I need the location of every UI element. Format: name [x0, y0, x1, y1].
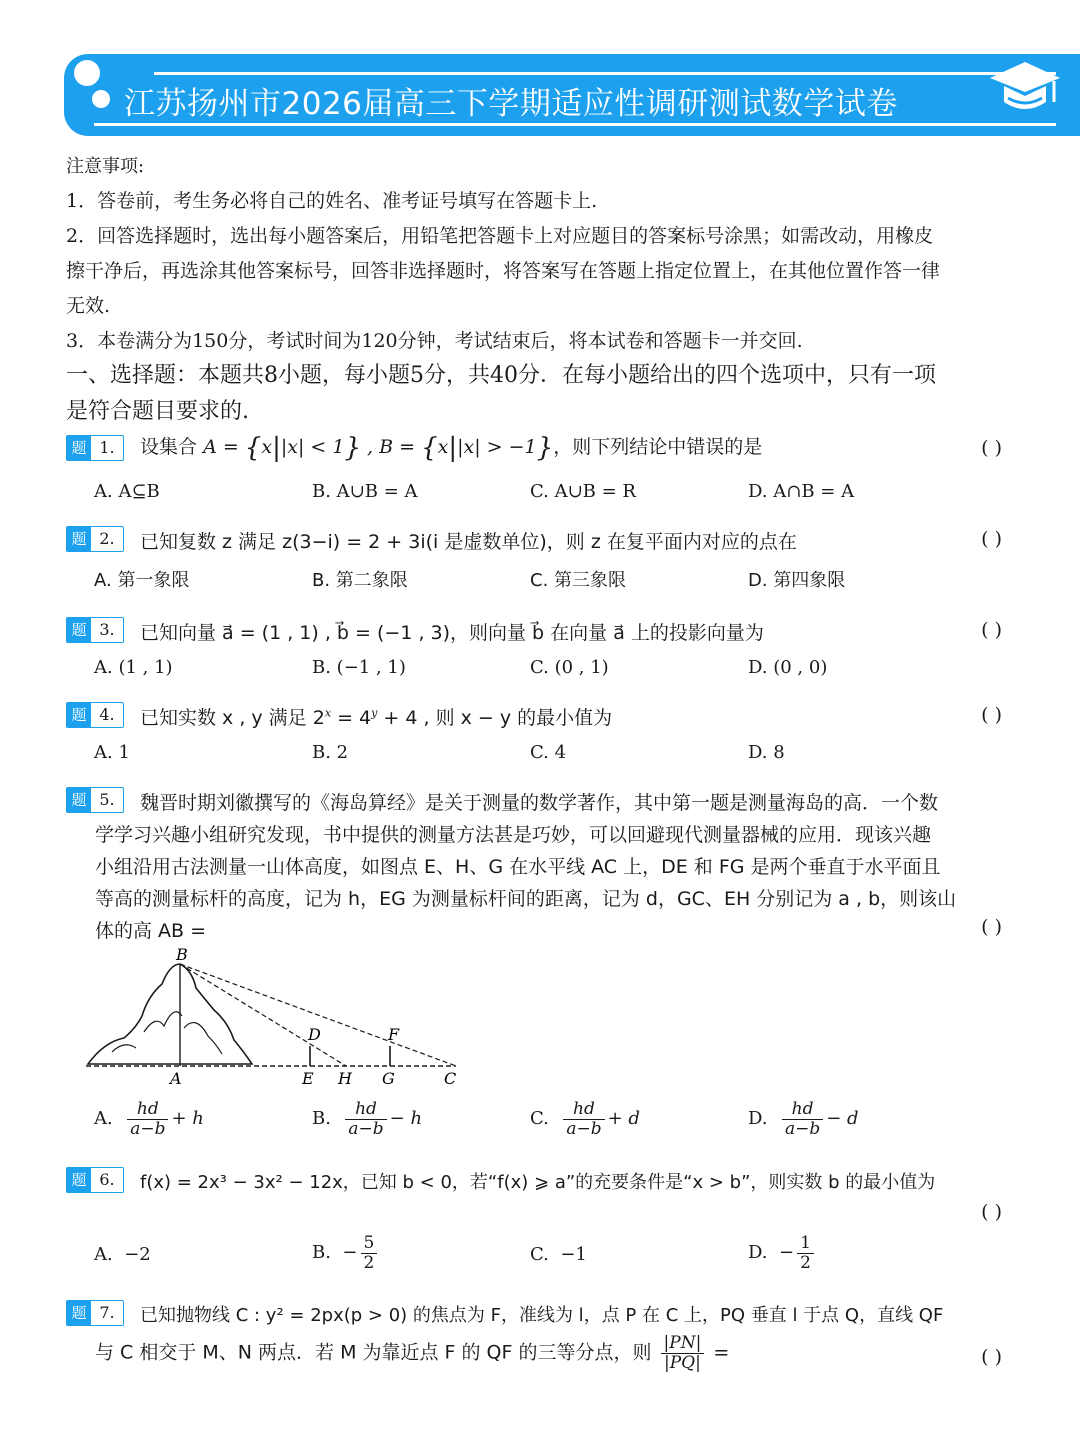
notice-heading: 注意事项: — [66, 156, 145, 177]
question-number: 5. — [99, 790, 115, 809]
option-1b: B. A∪B = A — [312, 481, 418, 502]
fraction-denominator: a−b — [566, 1118, 602, 1139]
fraction-numerator: 1 — [797, 1234, 814, 1254]
label-g: G — [382, 1069, 395, 1088]
fraction-denominator: 2 — [800, 1252, 811, 1273]
q4-part-c: + 4 , 则 x − y 的最小值为 — [377, 707, 613, 729]
option-fraction — [345, 1100, 386, 1138]
fraction-denominator: |PQ| — [664, 1352, 701, 1373]
question-5-line-1: 魏晋时期刘徽撰写的《海岛算经》是关于测量的数学著作，其中第一题是测量海岛的高．一个数 — [140, 792, 939, 814]
option-sign: − — [342, 1242, 358, 1264]
answer-paren-3: ( ) — [981, 619, 1002, 641]
section-heading: 一、选择题：本题共8小题，每小题5分，共40分．在每小题给出的四个选项中，只有一项 — [66, 363, 936, 388]
option-label: B. — [312, 1108, 331, 1130]
label-h: H — [338, 1069, 352, 1088]
option-fraction — [782, 1100, 823, 1138]
question-5-line-2: 学学习兴趣小组研究发现，书中提供的测量方法甚是巧妙，可以回避现代测量器械的应用．现该兴趣 — [95, 824, 932, 846]
fraction-denominator: 2 — [363, 1252, 375, 1273]
option-label: A. — [94, 1244, 113, 1265]
question-number: 1. — [99, 438, 115, 457]
fraction-denominator: a−b — [130, 1118, 166, 1139]
mountain-outline — [88, 964, 252, 1064]
question-1-stem — [140, 432, 762, 463]
question-5-line-3: 小组沿用古法测量一山体高度，如图点 E、H、G 在水平线 AC 上，DE 和 FG 是两个垂直于水平面且 — [95, 856, 941, 878]
label-a: A — [170, 1069, 182, 1088]
notice-item-3: 3．本卷满分为150分，考试时间为120分钟，考试结束后，将本试卷和答题卡一并交回. — [66, 330, 803, 352]
question-number: 7. — [99, 1303, 115, 1322]
question-tag-5 — [66, 787, 124, 813]
option-6a — [94, 1244, 151, 1265]
option-fraction — [127, 1100, 168, 1138]
q4-part-a: 已知实数 x , y 满足 2 — [140, 707, 325, 729]
section-heading-cont: 是符合题目要求的. — [66, 399, 249, 424]
fraction-numerator: hd — [782, 1100, 823, 1120]
question-6-stem: f(x) = 2x³ − 3x² − 12x，已知 b < 0，若“f(x) ⩾ a”的充要条件是“x > b”，则实数 b 的最小值为 — [140, 1172, 936, 1193]
tag-label: 题 — [67, 527, 91, 551]
question-tag-7 — [66, 1300, 124, 1326]
notice-item-1: 1．答卷前，考生务必将自己的姓名、准考证号填写在答题卡上. — [66, 190, 598, 212]
question-tag-6 — [66, 1167, 124, 1193]
question-number: 4. — [99, 705, 115, 724]
option-6d — [748, 1234, 817, 1272]
title-banner — [64, 54, 1080, 136]
question-7-line-1: 已知抛物线 C : y² = 2px(p > 0) 的焦点为 F，准线为 l，点 P 在 C 上，PQ 垂直 l 于点 Q，直线 QF — [140, 1305, 944, 1326]
question-tag-3 — [66, 617, 124, 643]
option-fraction — [361, 1234, 378, 1272]
answer-paren-6: ( ) — [981, 1201, 1002, 1223]
label-f: F — [388, 1025, 400, 1044]
mountain-figure — [84, 944, 474, 1090]
option-2b: B. 第二象限 — [312, 570, 408, 591]
option-5a — [94, 1100, 204, 1138]
option-5c — [530, 1100, 640, 1138]
answer-paren-7: ( ) — [981, 1346, 1002, 1368]
option-4a: A. 1 — [94, 742, 130, 763]
fraction-denominator: a−b — [348, 1118, 384, 1139]
option-tail: + d — [607, 1108, 640, 1130]
option-label: C. — [530, 1244, 549, 1265]
option-5d — [748, 1100, 859, 1138]
question-5-line-4: 等高的测量标杆的高度，记为 h，EG 为测量标杆间的距离，记为 d，GC、EH 分别记为 a , b，则该山 — [95, 888, 957, 910]
question-number: 3. — [99, 620, 115, 639]
notice-item-2-end: 无效. — [66, 295, 111, 317]
option-3a: A. (1 , 1) — [94, 657, 173, 678]
answer-paren-1: ( ) — [981, 437, 1002, 459]
option-3b: B. (−1 , 1) — [312, 657, 406, 678]
fraction-numerator: hd — [345, 1100, 386, 1120]
question-2-stem: 已知复数 z 满足 z(3−i) = 2 + 3i(i 是虚数单位)，则 z 在复平面内对应的点在 — [140, 531, 797, 553]
page-title: 江苏扬州市2026届高三下学期适应性调研测试数学试卷 — [124, 86, 898, 122]
option-2d: D. 第四象限 — [748, 570, 846, 591]
q4-part-b: = 4 — [331, 707, 372, 729]
fraction-numerator: 5 — [361, 1234, 378, 1254]
graduation-cap-icon — [988, 58, 1062, 118]
question-number: 2. — [99, 529, 115, 548]
label-d: D — [308, 1025, 321, 1044]
label-c: C — [444, 1069, 457, 1088]
banner-top-line — [154, 72, 1056, 75]
tag-label: 题 — [67, 618, 91, 642]
notice-item-2-cont: 擦干净后，再选涂其他答案标号，回答非选择题时，将答案写在答题上指定位置上，在其他位置作答一律 — [66, 260, 941, 282]
q1-prefix: 设集合 — [140, 436, 198, 458]
q1-suffix: ，则下列结论中错误的是 — [553, 436, 763, 458]
tag-label: 题 — [67, 703, 91, 727]
fraction-numerator: |PN| — [661, 1334, 705, 1354]
option-6c — [530, 1244, 587, 1265]
q7-fraction — [661, 1334, 705, 1372]
answer-paren-4: ( ) — [981, 704, 1002, 726]
option-label: B. — [312, 1242, 331, 1264]
option-1d: D. A∩B = A — [748, 481, 855, 502]
option-sign: − — [778, 1242, 795, 1264]
question-tag-4 — [66, 702, 124, 728]
label-b: B — [176, 945, 188, 964]
option-4b: B. 2 — [312, 742, 349, 763]
option-tail: − d — [826, 1108, 859, 1130]
banner-dot-small — [92, 90, 110, 108]
tag-label: 题 — [67, 788, 91, 812]
option-3c: C. (0 , 1) — [530, 657, 609, 678]
option-4c: C. 4 — [530, 742, 567, 763]
option-label: A. — [94, 1108, 113, 1130]
question-5-line-5: 体的高 AB = — [95, 920, 207, 942]
fraction-numerator: hd — [127, 1100, 168, 1120]
option-label: C. — [530, 1108, 549, 1130]
question-number: 6. — [99, 1170, 115, 1189]
option-fraction — [797, 1234, 814, 1272]
option-5b — [312, 1100, 422, 1138]
answer-paren-5: ( ) — [981, 916, 1002, 938]
tag-label: 题 — [67, 1301, 91, 1325]
question-tag-1 — [66, 435, 124, 461]
question-4-stem: 已知实数 x , y 满足 $2^x = 4^y + 4$ , 则 x − y 的最小值为 — [140, 706, 613, 729]
tag-label: 题 — [67, 1168, 91, 1192]
answer-paren-2: ( ) — [981, 528, 1002, 550]
option-4d: D. 8 — [748, 742, 785, 763]
option-tail: − h — [389, 1108, 423, 1130]
question-tag-2 — [66, 526, 124, 552]
banner-dot-large — [74, 60, 100, 86]
option-2c: C. 第三象限 — [530, 570, 627, 591]
banner-bottom-line — [94, 123, 1056, 126]
tag-label: 题 — [67, 436, 91, 460]
label-e: E — [302, 1069, 314, 1088]
option-1a: A. A⊆B — [94, 481, 160, 502]
option-value: −1 — [560, 1244, 587, 1265]
q7-line2-text: 与 C 相交于 M、N 两点．若 M 为靠近点 F 的 QF 的三等分点，则 — [95, 1341, 652, 1364]
q1-set-a: A = {x||x| < 1} , B = {x||x| > −1} — [203, 433, 554, 463]
option-value: −2 — [124, 1244, 151, 1265]
question-3-stem: 已知向量 a⃗ = (1 , 1) , b⃗ = (−1 , 3)，则向量 b⃗ 在向量 a⃗ 上的投影向量为 — [140, 622, 764, 644]
option-1c: C. A∪B = R — [530, 481, 636, 502]
option-tail: + h — [171, 1108, 204, 1130]
fraction-numerator: hd — [563, 1100, 604, 1120]
option-6b — [312, 1234, 380, 1272]
option-fraction — [563, 1100, 604, 1138]
option-label: D. — [748, 1242, 768, 1264]
option-3d: D. (0 , 0) — [748, 657, 828, 678]
option-2a: A. 第一象限 — [94, 570, 190, 591]
q7-equals: = — [713, 1341, 730, 1364]
notice-item-2: 2．回答选择题时，选出每小题答案后，用铅笔把答题卡上对应题目的答案标号涂黑；如需改动，用橡皮 — [66, 225, 934, 247]
question-7-line-2 — [95, 1334, 729, 1372]
option-label: D. — [748, 1108, 768, 1130]
fraction-denominator: a−b — [784, 1118, 821, 1139]
